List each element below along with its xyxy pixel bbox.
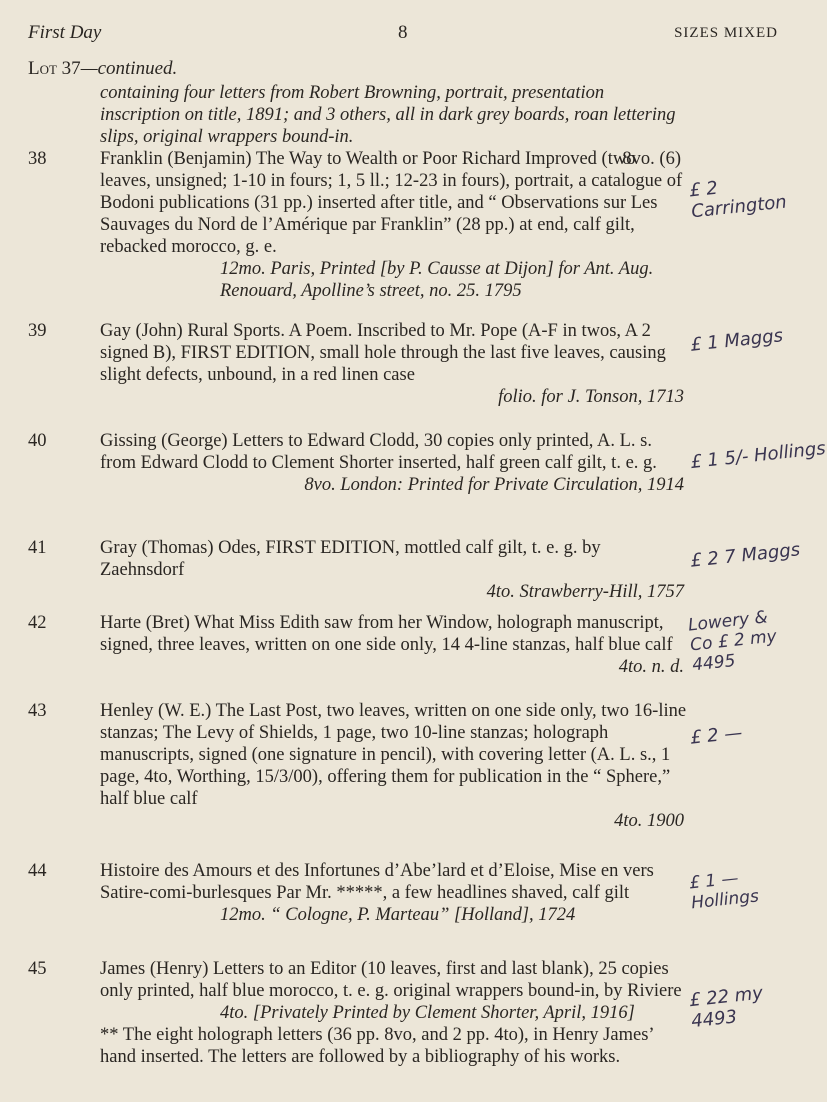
lot-imprint: folio. for J. Tonson, 1713 (498, 387, 684, 407)
continued-label: —continued. (80, 58, 178, 79)
lot-footnote: ** The eight holograph letters (36 pp. 8vo, and 2 pp. 4to), in Henry James’ hand inserted. The letters are followed by a bibliography of his works. (100, 1025, 654, 1067)
lot-number: 39 (28, 321, 47, 341)
annotation-39: £ 1 Maggs (689, 325, 784, 356)
lot-description: Henley (W. E.) The Last Post, two leaves, written on one side only, two 16-line stanzas; The Levy of Shields, 1 page, two 10-line stanzas; holograph manuscripts, signed (one signature in pencil), with covering letter (A. L. s., 1 page, 4to, Worthing, 15/3/00), offering them for publication in the “ Sphere,” half blue calf (100, 701, 687, 809)
lot-number: 44 (28, 861, 47, 881)
lot-imprint: 4to. [Privately Printed by Clement Shorter, April, 1916] (220, 1003, 635, 1023)
annotation-42: Lowery & Co £ 2 my 4495 (687, 607, 778, 676)
lot-imprint: 12mo. Paris, Printed [by P. Causse at Dijon] for Ant. Aug. Renouard, Apolline’s street, no. 25. 1795 (220, 259, 654, 301)
lot-number: 41 (28, 538, 47, 558)
lot-description: Harte (Bret) What Miss Edith saw from her Window, holograph manuscript, signed, three leaves, written on one side only, 14 4-line stanzas, half blue calf (100, 613, 673, 655)
lot-imprint: 8vo. London: Printed for Private Circulation, 1914 (304, 475, 684, 495)
lot-description: Gay (John) Rural Sports. A Poem. Inscribed to Mr. Pope (A-F in twos, A 2 signed B), FIRST EDITION, small hole through the last five leaves, causing slight defects, unbound, in a red linen case (100, 321, 666, 385)
annotation-41: £ 2 7 Maggs (689, 539, 802, 572)
lot-description: Histoire des Amours et des Infortunes d’Abe’lard et d’Eloise, Mise en vers Satire-comi-burlesques Par Mr. *****, a few headlines shaved, calf gilt (100, 861, 654, 903)
lot-description: Franklin (Benjamin) The Way to Wealth or Poor Richard Improved (two leaves, unsigned; 1-10 in fours; 1, 5 ll.; 12-23 in fours), portrait, a catalogue of Bodoni publications (31 pp.) inserted after title, and “ Observations sur Les Sauvages du Nord de l’Amérique par Franklin” (28 pp.) at end, calf gilt, rebacked morocco, g. e. (100, 149, 683, 257)
lot-description: James (Henry) Letters to an Editor (10 leaves, first and last blank), 25 copies only printed, half blue morocco, t. e. g. original wrappers bound-in, by Riviere (100, 959, 682, 1001)
lot-number: 42 (28, 613, 47, 633)
lot-37-size: 8vo. (6) (622, 149, 681, 169)
lot-imprint: 4to. Strawberry-Hill, 1757 (486, 582, 684, 602)
annotation-45: £ 22 my 4493 (688, 982, 764, 1033)
annotation-38: £ 2 Carrington (688, 177, 788, 223)
lot-imprint: 4to. n. d. (618, 657, 684, 677)
lot-description: Gray (Thomas) Odes, FIRST EDITION, mottled calf gilt, t. e. g. by Zaehnsdorf (100, 538, 601, 580)
page-number: 8 (398, 22, 408, 43)
lot-continuation-label (28, 58, 177, 80)
lot-37-text: containing four letters from Robert Browning, portrait, presentation inscription on title, 1891; and 3 others, all in dark grey boards, roan lettering slips, original wrappers bound-in. (100, 83, 676, 147)
lot-number: 43 (28, 701, 47, 721)
annotation-43: £ 2 — (689, 722, 744, 749)
header-day: First Day (28, 22, 102, 43)
lot-description: Gissing (George) Letters to Edward Clodd, 30 copies only printed, A. L. s. from Edward Clodd to Clement Shorter inserted, half green calf gilt, t. e. g. (100, 431, 657, 473)
lot-number: 38 (28, 149, 47, 169)
annotation-40: £ 1 5/- Hollings (689, 437, 827, 474)
lot-imprint: 4to. 1900 (614, 811, 684, 831)
lot-number: 45 (28, 959, 47, 979)
header-section: SIZES MIXED (674, 25, 778, 41)
page-header (28, 22, 778, 48)
lot-label: Lot 37 (28, 58, 81, 79)
lot-number: 40 (28, 431, 47, 451)
lot-imprint: 12mo. “ Cologne, P. Marteau” [Holland], 1724 (220, 905, 576, 925)
annotation-44: £ 1 — Hollings (688, 868, 760, 914)
